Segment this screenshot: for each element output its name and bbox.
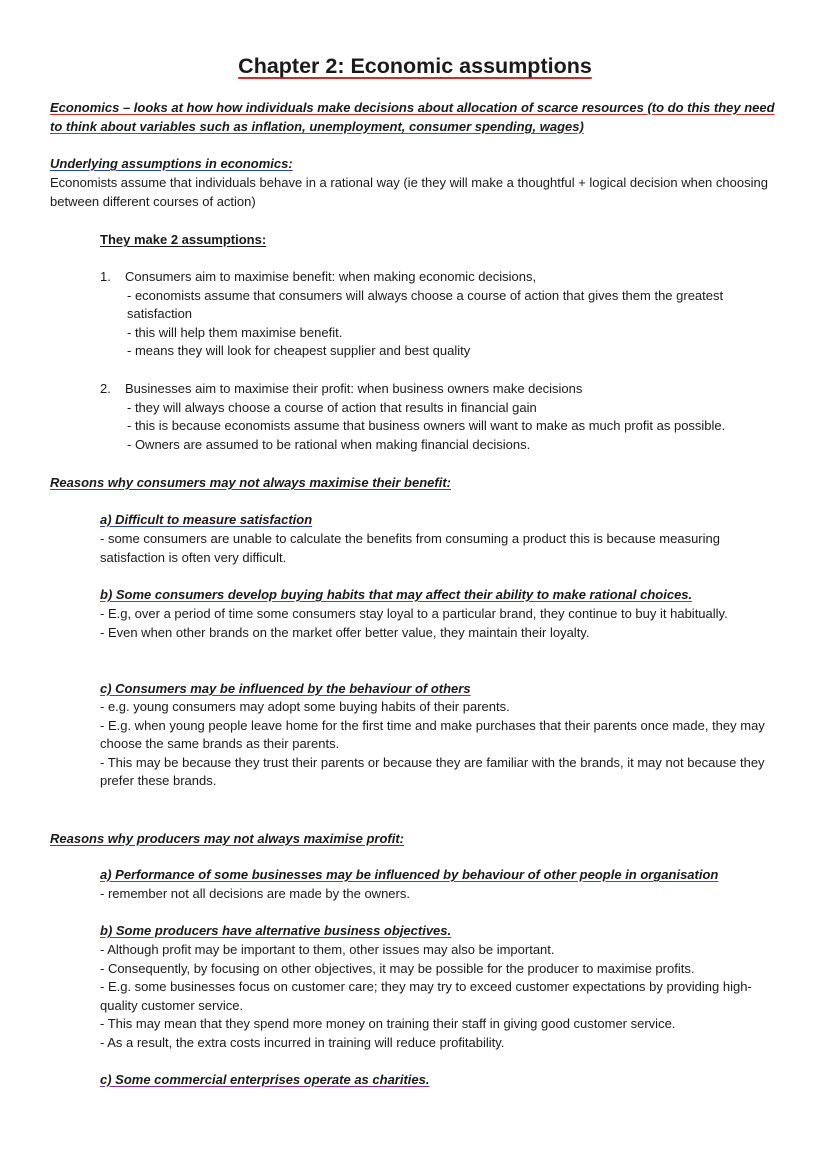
underlying-assumptions-text: Economists assume that individuals behave in a rational way (ie they will make a thoughtful + logical decision when choosing between different courses of action) bbox=[50, 175, 768, 209]
assumption-lead: Consumers aim to maximise benefit: when making economic decisions, bbox=[125, 269, 537, 284]
assumption-point: - this is because economists assume that business owners will want to make as much profit as possible. bbox=[127, 418, 726, 434]
reason-line: - Although profit may be important to them, other issues may also be important. bbox=[100, 942, 555, 957]
assumption-list-1 bbox=[100, 268, 780, 361]
consumers-reason-a-title: a) Difficult to measure satisfaction bbox=[100, 512, 313, 527]
consumers-reason-b-text bbox=[100, 605, 780, 642]
consumers-reason-a-text: - some consumers are unable to calculate the benefits from consuming a product this is because measuring satisfaction is often very difficult. bbox=[100, 531, 720, 565]
reason-line: - This may mean that they spend more money on training their staff in giving good customer service. bbox=[100, 1016, 676, 1032]
producers-reason-c-title: c) Some commercial enterprises operate as charities. bbox=[100, 1072, 430, 1087]
consumers-reason-c-title: c) Consumers may be influenced by the behaviour of others bbox=[100, 681, 471, 696]
assumption-point: - they will always choose a course of action that results in financial gain bbox=[127, 399, 537, 415]
producers-reason-a-text: - remember not all decisions are made by the owners. bbox=[100, 886, 410, 901]
assumption-point: - economists assume that consumers will always choose a course of action that gives them the greatest satisfaction bbox=[127, 287, 724, 322]
assumption-point: - this will help them maximise benefit. bbox=[127, 324, 343, 340]
assumption-item bbox=[100, 380, 780, 454]
producers-reason-a-title: a) Performance of some businesses may be influenced by behaviour of other people in organisation bbox=[100, 867, 719, 882]
producers-reason-b-text bbox=[100, 941, 780, 1053]
assumption-number: 2. bbox=[100, 381, 111, 396]
assumption-point: - Owners are assumed to be rational when making financial decisions. bbox=[127, 436, 531, 452]
assumptions-subheading: They make 2 assumptions: bbox=[100, 232, 267, 247]
assumption-item bbox=[100, 268, 780, 361]
reason-line: - E.g. some businesses focus on customer care; they may try to exceed customer expectations by providing high-quality customer service. bbox=[100, 979, 752, 1013]
reason-line: - e.g. young consumers may adopt some buying habits of their parents. bbox=[100, 699, 510, 714]
reason-line: - Consequently, by focusing on other objectives, it may be possible for the producer to maximise profits. bbox=[100, 960, 695, 976]
consumers-heading: Reasons why consumers may not always maximise their benefit: bbox=[50, 475, 451, 490]
producers-reason-b-title: b) Some producers have alternative business objectives. bbox=[100, 923, 452, 938]
underlying-assumptions-heading: Underlying assumptions in economics: bbox=[50, 156, 293, 171]
page-title: Chapter 2: Economic assumptions bbox=[238, 54, 592, 78]
assumption-number: 1. bbox=[100, 269, 111, 284]
reason-line: - Even when other brands on the market offer better value, they maintain their loyalty. bbox=[100, 624, 590, 640]
consumers-reason-b-title: b) Some consumers develop buying habits that may affect their ability to make rational choices. bbox=[100, 587, 693, 602]
assumption-lead: Businesses aim to maximise their profit: when business owners make decisions bbox=[125, 381, 583, 396]
reason-line: - E.g, over a period of time some consumers stay loyal to a particular brand, they continue to buy it habitually. bbox=[100, 606, 728, 621]
economics-definition: Economics – looks at how how individuals make decisions about allocation of scarce resources (to do this they need to think about variables such as inflation, unemployment, consumer spending, wages) bbox=[50, 100, 775, 134]
assumption-point: - means they will look for cheapest supplier and best quality bbox=[127, 343, 471, 359]
reason-line: - This may be because they trust their parents or because they are familiar with the brands, it may not because they prefer these brands. bbox=[100, 754, 765, 789]
reason-line: - As a result, the extra costs incurred in training will reduce profitability. bbox=[100, 1034, 505, 1050]
assumption-list-2 bbox=[100, 380, 780, 454]
reason-line: - E.g. when young people leave home for the first time and make purchases that their parents once made, they may choose the same brands as their parents. bbox=[100, 717, 765, 752]
consumers-reason-c-text bbox=[100, 698, 780, 791]
producers-heading: Reasons why producers may not always maximise profit: bbox=[50, 831, 405, 846]
